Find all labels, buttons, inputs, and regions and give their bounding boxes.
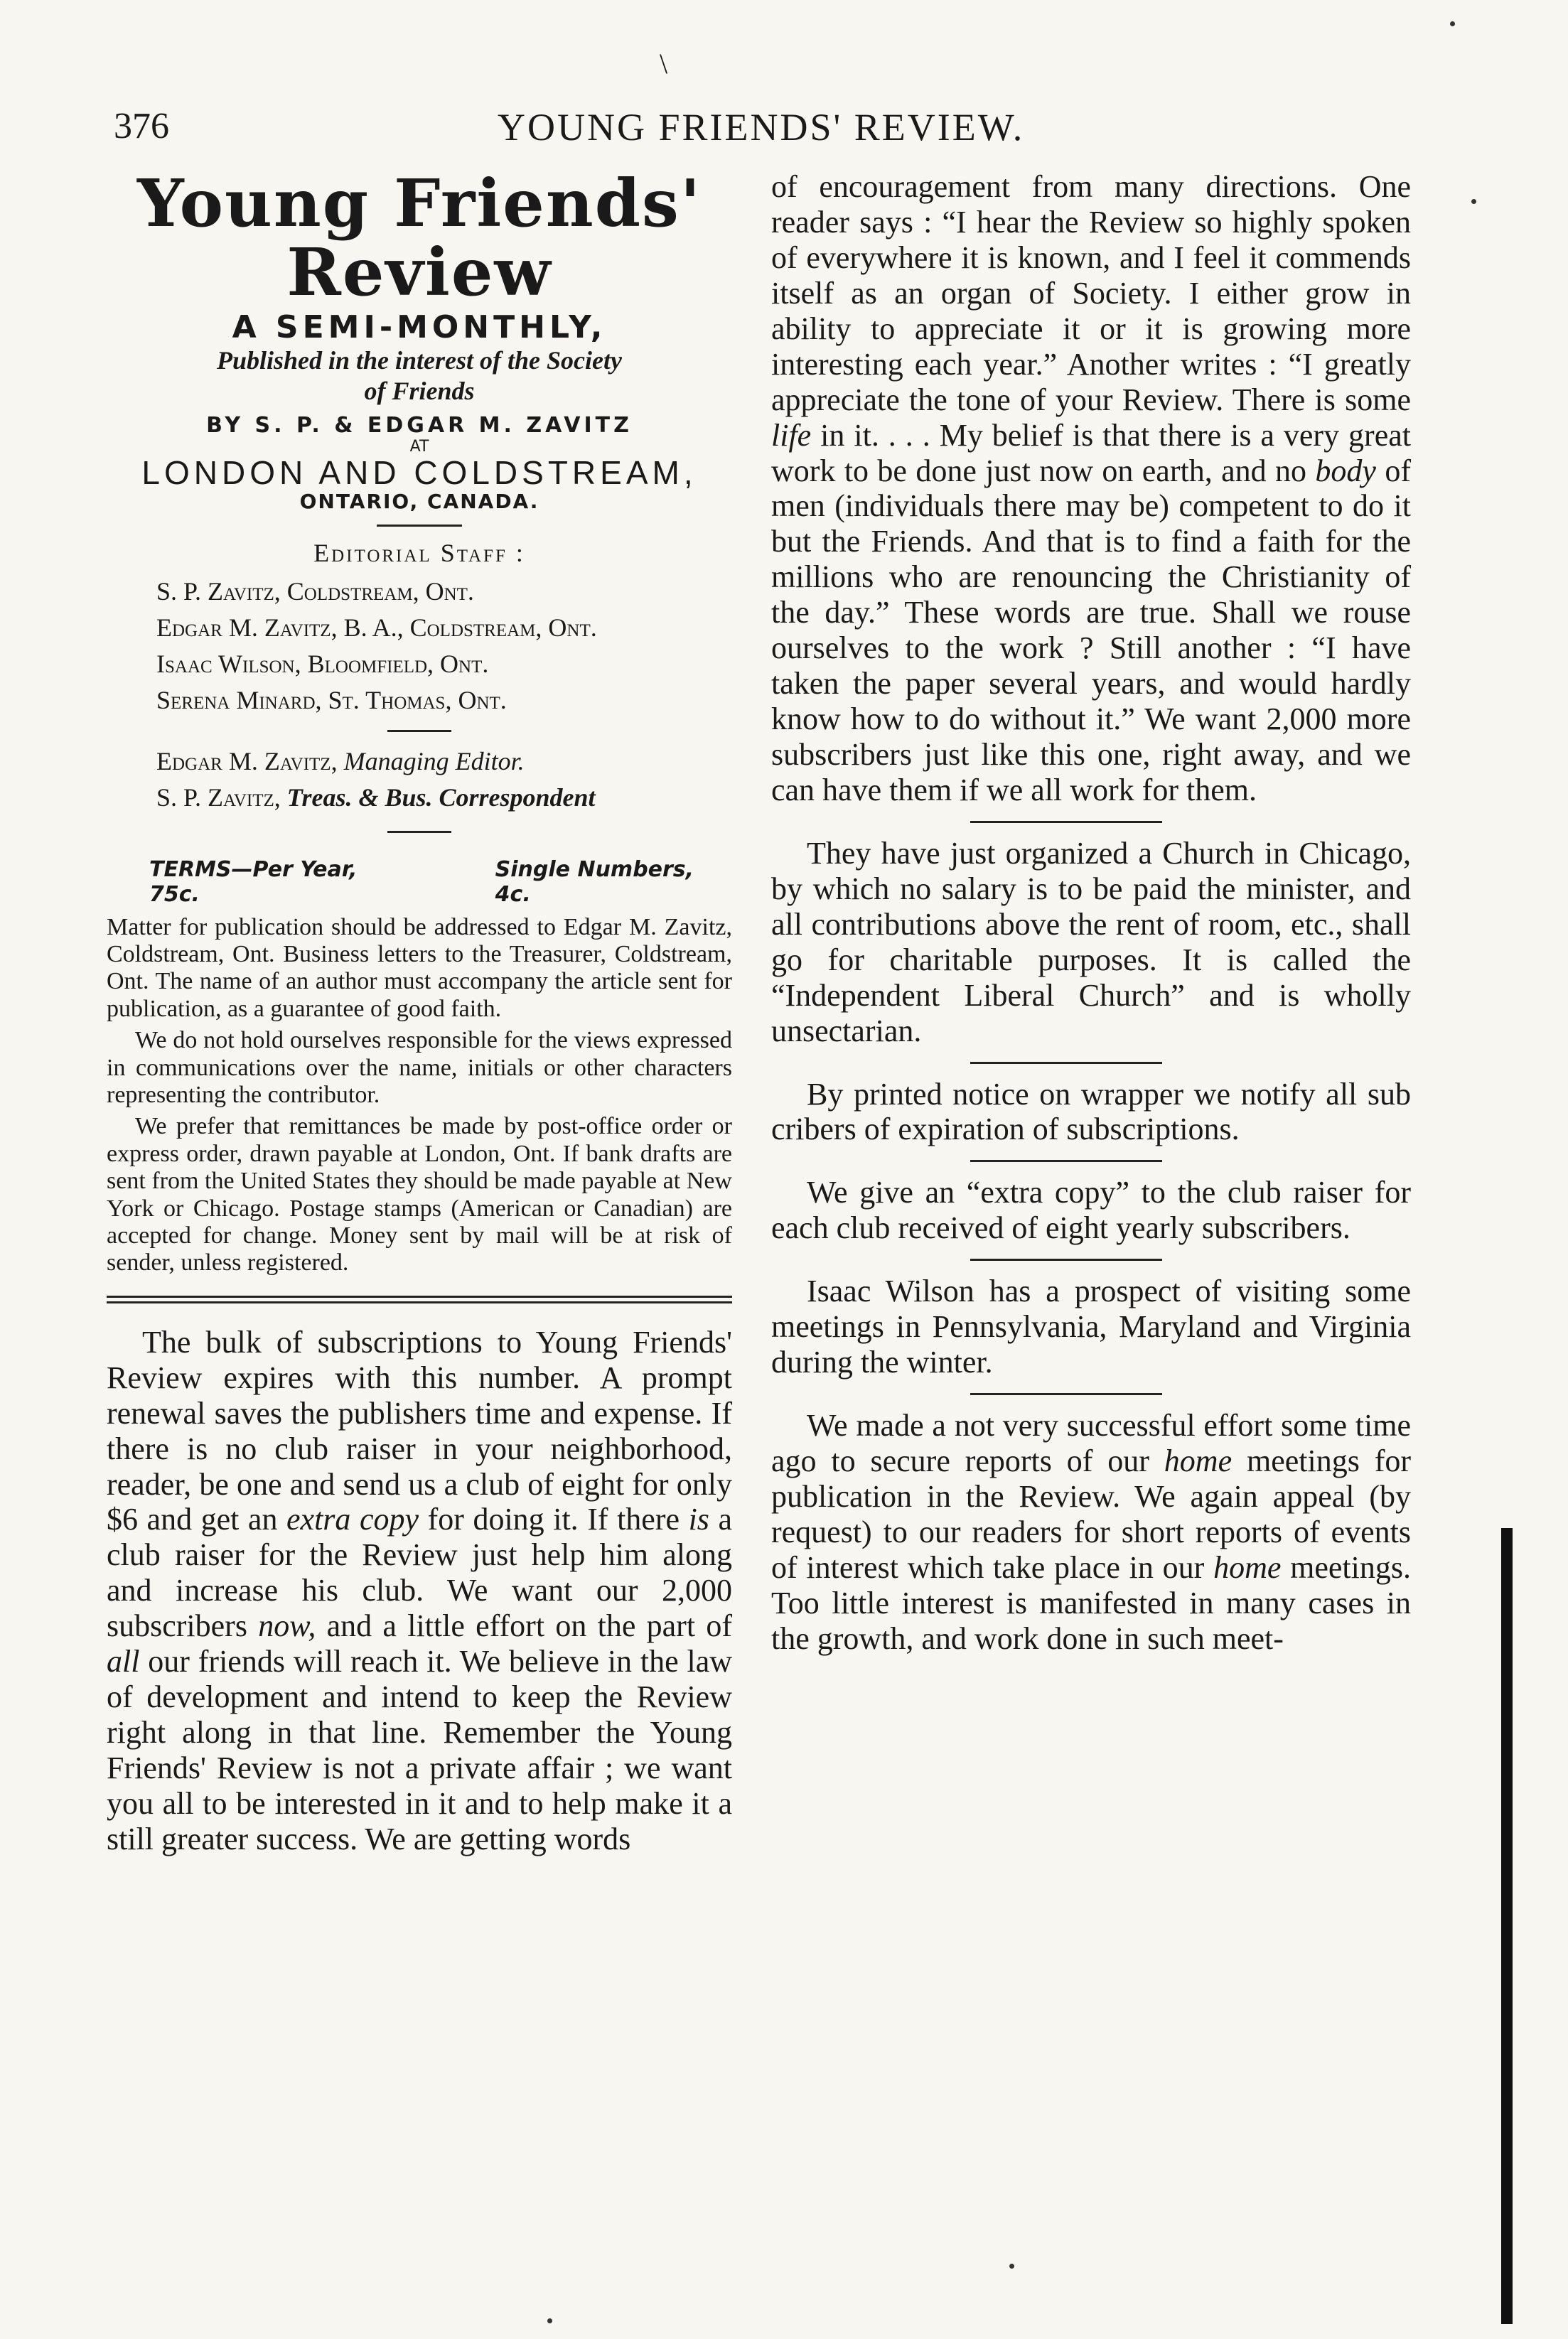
terms-per-year: TERMS—Per Year, 75c. <box>149 856 358 907</box>
notice-paragraph: We prefer that remittances be made by post-office order or express order, drawn payable at London, Ont. If bank drafts are sent from the United States they should be made payable at New York or Chicago. Postage stamps (American or Canadian) are accepted for change. Money sent by mail will be at risk of sender, unless registered. <box>107 1113 732 1276</box>
officer-list <box>107 743 732 816</box>
place-line: LONDON AND COLDSTREAM, <box>141 453 697 491</box>
emphasis: now, <box>258 1608 316 1644</box>
divider <box>387 730 451 732</box>
text-run: of encouragement from many directions. One reader says : “I hear the Review so highly spoken of everywhere it is known, and I feel it commends itself as an organ of Society. I either grow in ability to appreciate it or it is growing more interesting each year.” Another writes : “I greatly appreciate the tone of your Review. There is some <box>771 169 1411 417</box>
text-run: of men (individuals there may be) competent to do it but the Friends. And that is to find a faith for the millions who are renouncing the Christianity of the day.” These words are true. Shall we rouse ourselves to the work ? Still another : “I have taken the paper several years, and would hardly know how to do without it.” We want 2,000 more subscribers just like this one, right away, and we can have them if we all work for them. <box>771 453 1411 807</box>
text-run: The bulk of subscriptions to Young Friends' Review expires with this number. A prompt renewal saves the publishers time and expense. If there is no club raiser in your neighborhood, reader, be one and send us a club of eight for only $6 and get an <box>107 1324 732 1537</box>
chicago-paragraph: They have just organized a Church in Chicago, by which no salary is to be paid the minister, and all contributions above the rent of room, etc., shall go for charitable purposes. It is called the “Independent Liberal Church” and is wholly unsectarian. <box>771 835 1411 1048</box>
extra-copy-paragraph: We give an “extra copy” to the club raiser for each club received of eight yearly subscribers. <box>771 1175 1411 1246</box>
staff-heading: Editorial Staff : <box>313 538 525 567</box>
text-run: and a little effort on the part of <box>316 1608 732 1644</box>
emphasis: home <box>1213 1549 1282 1585</box>
divider <box>970 821 1162 823</box>
publisher-line: BY S. P. & EDGAR M. ZAVITZ <box>206 412 633 438</box>
divider <box>970 1160 1162 1162</box>
managing-editor <box>156 743 732 780</box>
terms-single: Single Numbers, 4c. <box>495 856 694 907</box>
text-run: meetings. Too little interest is manifested in many cases in the growth, and work done in such meet- <box>771 1549 1411 1656</box>
staff-list <box>107 574 732 719</box>
double-rule <box>107 1296 732 1303</box>
divider <box>377 525 462 527</box>
scan-edge-bar <box>1501 1528 1513 2324</box>
text-run: We made a not very successful effort some time ago to secure reports of our <box>771 1408 1411 1478</box>
wilson-paragraph: Isaac Wilson has a prospect of visiting some meetings in Pennsylvania, Maryland and Virginia during the winter. <box>771 1274 1411 1380</box>
left-column <box>107 165 733 1857</box>
scan-speck <box>1450 21 1455 26</box>
masthead-subtitle: A SEMI-MONTHLY, <box>232 309 607 346</box>
subscription-article <box>107 1325 732 1857</box>
text-run: for doing it. If there <box>419 1502 689 1537</box>
province-line: ONTARIO, CANADA. <box>299 489 539 513</box>
emphasis: body <box>1315 453 1376 488</box>
staff-member: Edgar M. Zavitz, B. A., Coldstream, Ont. <box>156 613 597 642</box>
scan-speck <box>1471 199 1476 204</box>
emphasis: home <box>1164 1443 1233 1478</box>
staff-member: Serena Minard, St. Thomas, Ont. <box>156 686 507 715</box>
masthead-title: Young Friends' Review <box>136 165 702 311</box>
divider <box>970 1393 1162 1395</box>
staff-member: Isaac Wilson, Bloomfield, Ont. <box>156 650 489 679</box>
emphasis: all <box>107 1644 140 1679</box>
terms-line <box>149 857 732 907</box>
treasurer-role: Treas. & Bus. Correspondent <box>286 783 596 812</box>
at-word: AT <box>409 437 429 456</box>
published-line-2: of Friends <box>364 377 475 406</box>
emphasis: life <box>771 417 812 453</box>
running-title: YOUNG FRIENDS' REVIEW. <box>498 106 1025 149</box>
text-run: in it. . . . My belief is that there is a very great work to be done just now on earth, and no <box>771 417 1411 488</box>
treasurer-name: S. P. Zavitz, <box>156 783 281 812</box>
page-number: 376 <box>114 106 169 146</box>
right-column <box>771 169 1411 1657</box>
scan-speck <box>1009 2264 1014 2269</box>
staff-member: S. P. Zavitz, Coldstream, Ont. <box>156 576 474 606</box>
text-run: a club raiser for the Review just help him along and increase his club. We want our 2,000 subscribers <box>107 1502 733 1644</box>
text-run: meetings for publication in the Review. We again appeal (by request) to our readers for short reports of events of interest which take place in our <box>771 1443 1411 1585</box>
wrapper-paragraph: By printed notice on wrapper we notify all sub cribers of expiration of subscriptions. <box>771 1076 1411 1147</box>
notice-paragraph: We do not hold ourselves responsible for the views expressed in communications over the name, initials or other characters representing the contributor. <box>107 1027 732 1108</box>
published-line-1: Published in the interest of the Society <box>216 346 622 375</box>
divider <box>387 831 451 833</box>
text-run: our friends will reach it. We believe in the law of development and intend to keep the Review right along in that line. Remember the Young Friends' Review is not a private affair ; we want you all to be interested in it and to help make it a still greater success. We are getting words <box>107 1644 732 1856</box>
home-meetings-paragraph <box>771 1408 1411 1657</box>
divider <box>970 1062 1162 1064</box>
emphasis: extra copy <box>286 1502 419 1537</box>
treasurer <box>156 780 732 816</box>
notice-paragraph: Matter for publication should be addressed to Edgar M. Zavitz, Coldstream, Ont. Business letters to the Treasurer, Coldstream, Ont. The name of an author must accompany the article sent for publication, as a guarantee of good faith. <box>107 913 732 1022</box>
scan-speck <box>547 2318 552 2323</box>
editor-role: Managing Editor. <box>343 747 525 776</box>
margin-mark: \ <box>660 48 668 80</box>
masthead <box>107 165 732 513</box>
continued-article <box>771 169 1411 808</box>
divider <box>970 1259 1162 1261</box>
editor-name: Edgar M. Zavitz, <box>156 747 338 776</box>
emphasis: is <box>688 1502 709 1537</box>
